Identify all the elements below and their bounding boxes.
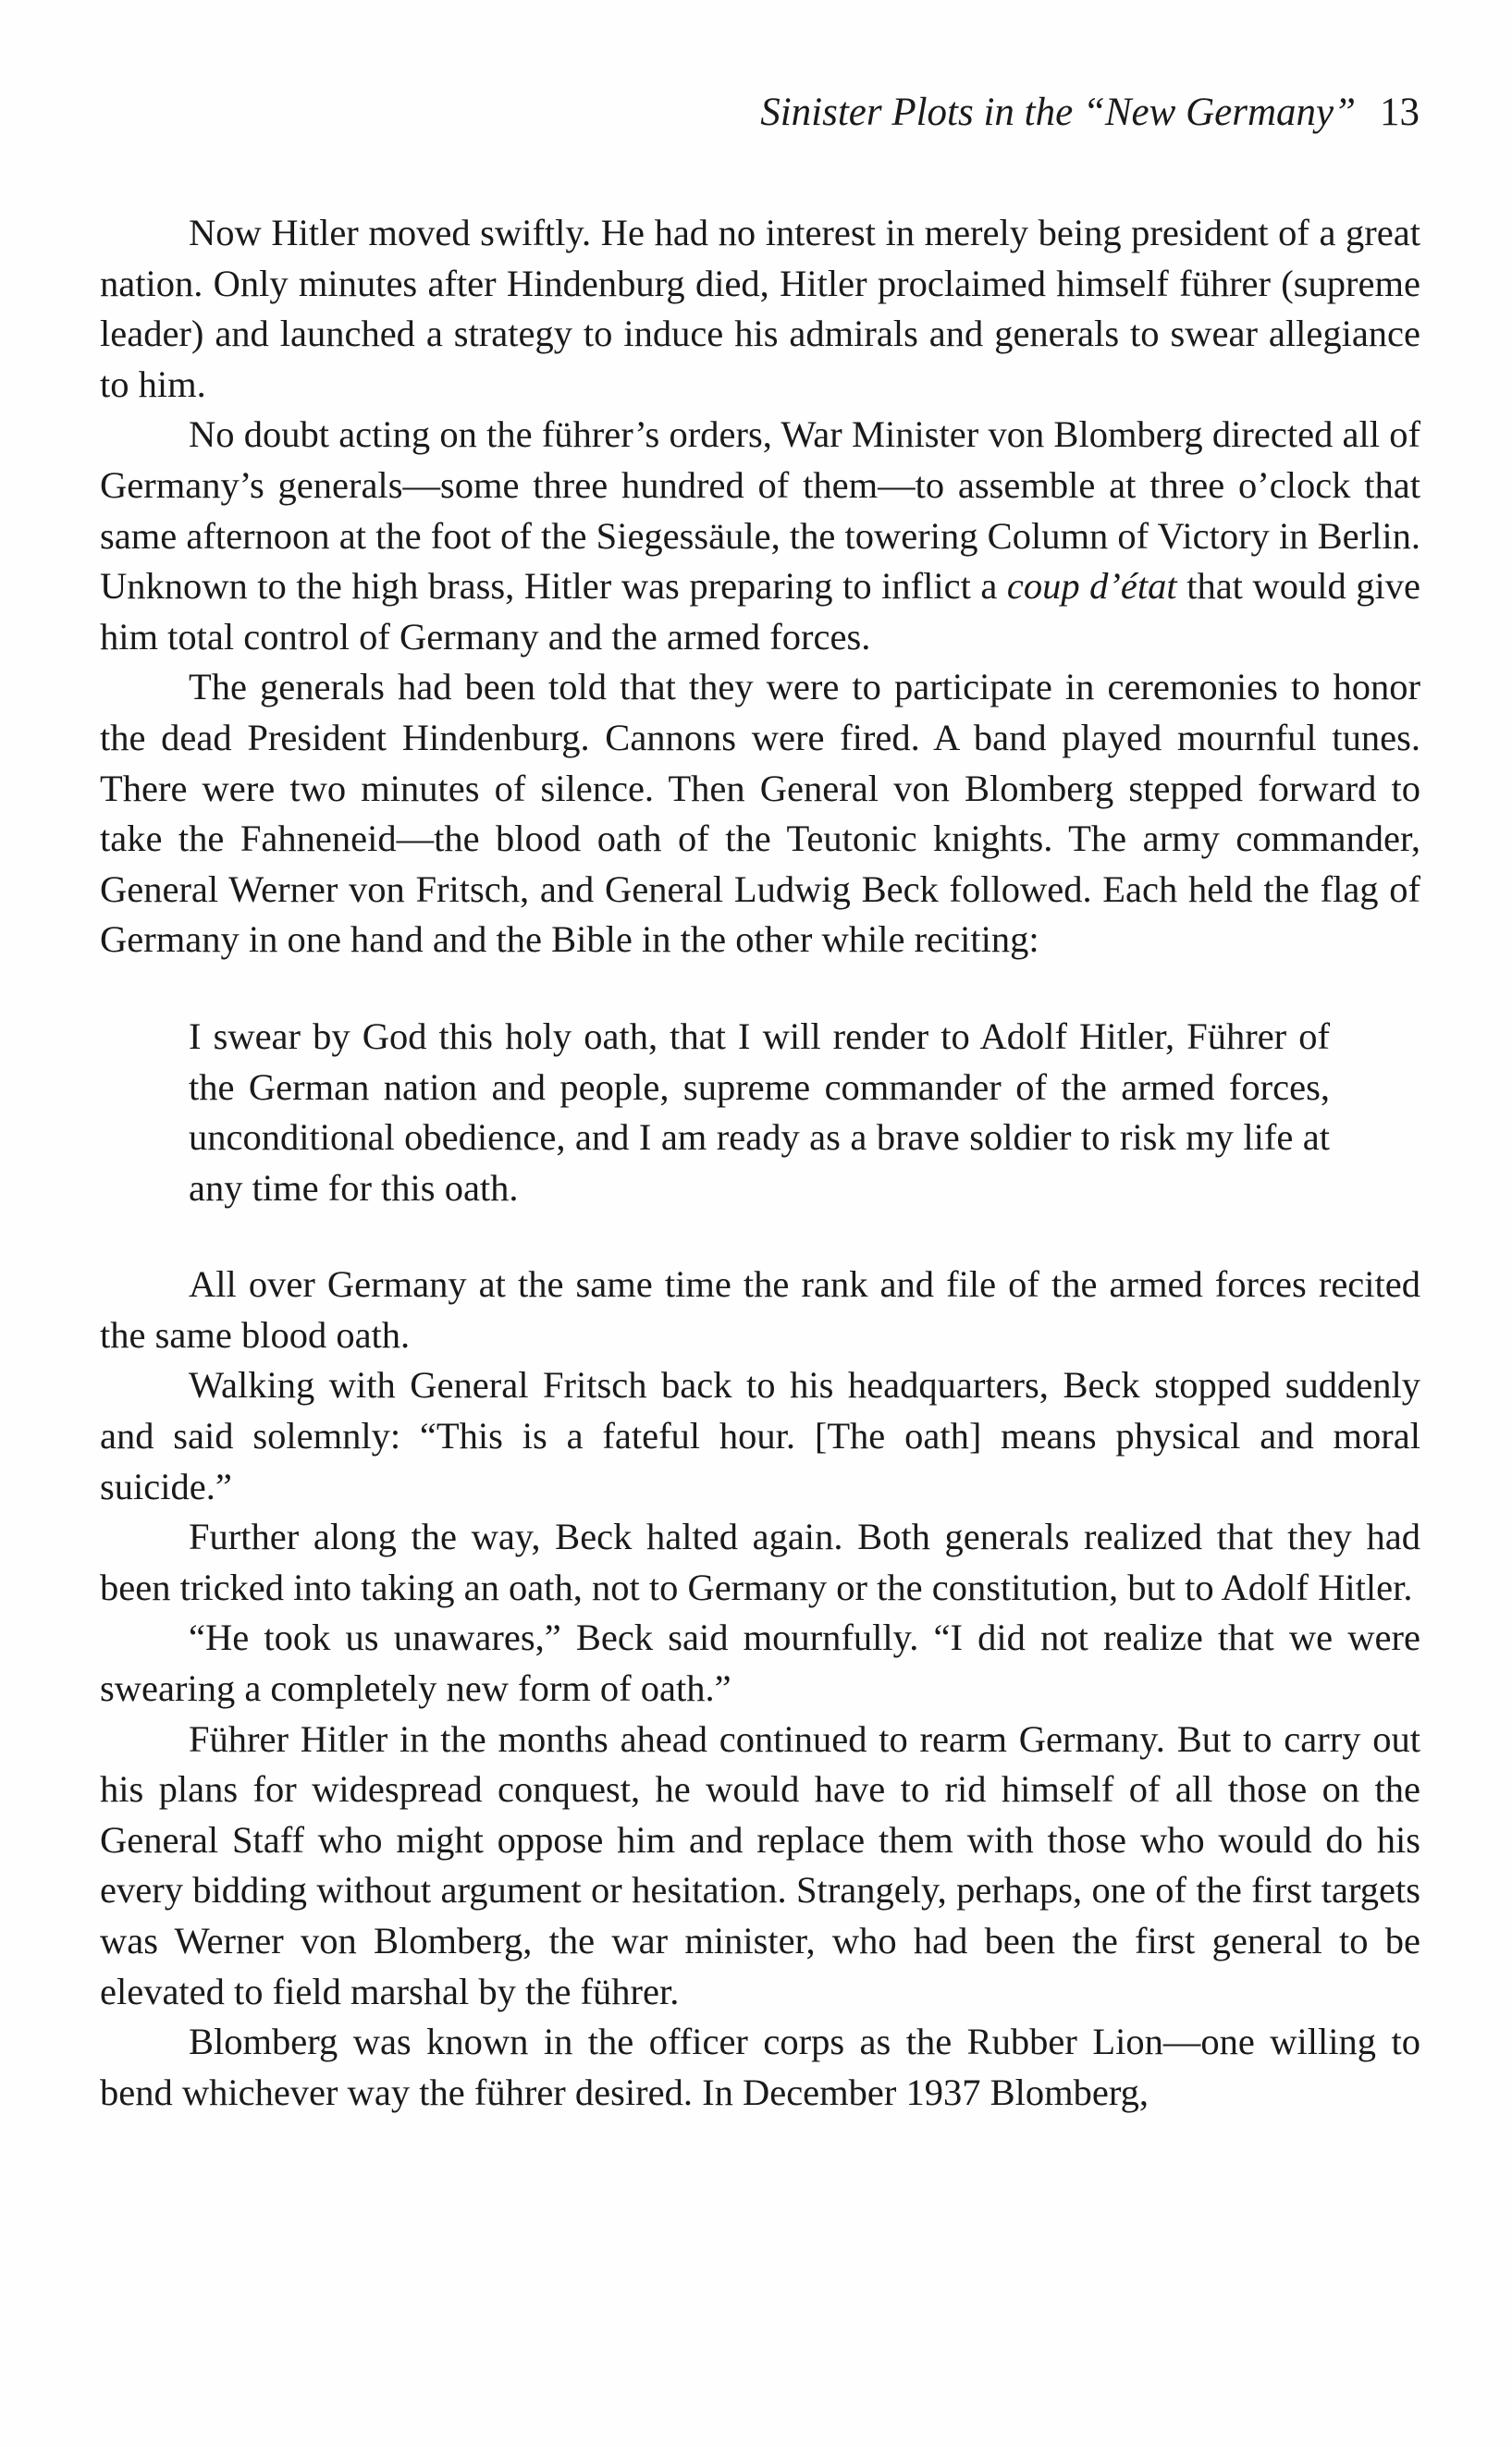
paragraph-3: The generals had been told that they were to participate in ceremonies to honor the dead President Hindenburg. Cannons were fired. A band played mournful tunes. There were two minutes of silence. Then General von Blomberg stepped forward to take the Fahneneid—the blood oath of the Teutonic knights. The army commander, General Werner von Fritsch, and General Ludwig Beck followed. Each held the flag of Germany in one hand and the Bible in the other while reciting: [100, 666, 1420, 961]
paragraph-7: “He took us unawares,” Beck said mournfully. “I did not realize that we were swearing a completely new form of oath.” [100, 1617, 1420, 1710]
paragraph-2 [100, 410, 1420, 662]
paragraph-2-italic: coup d’état [1006, 565, 1177, 608]
paragraph-2-text-b: that would give him total control of Germany and the armed forces. [100, 565, 1420, 658]
paragraph-5: Walking with General Fritsch back to his headquarters, Beck stopped suddenly and said solemnly: “This is a fateful hour. [The oath] means physical and moral suicide.” [100, 1364, 1420, 1507]
page-number: 13 [1380, 91, 1420, 134]
paragraph-2-text-a: No doubt acting on the führer’s orders, War Minister von Blomberg directed all of Germany’s generals—some three hundred of them—to assemble at three o’clock that same afternoon at the foot of the Siegessäule, the towering Column of Victory in Berlin. Unknown to the high brass, Hitler was preparing to inflict a [100, 413, 1420, 608]
paragraph-1: Now Hitler moved swiftly. He had no interest in merely being president of a great nation. Only minutes after Hindenburg died, Hitler proclaimed himself führer (supreme leader) and launched a strategy to induce his admirals and generals to swear allegiance to him. [100, 212, 1420, 405]
body-text [100, 208, 1420, 2118]
running-title: Sinister Plots in the “New Germany” [760, 91, 1356, 134]
paragraph-9: Blomberg was known in the officer corps as the Rubber Lion—one willing to bend whichever way the führer desired. In December 1937 Blomberg, [100, 2021, 1420, 2113]
running-head [760, 85, 1420, 141]
paragraph-6: Further along the way, Beck halted again. Both generals realized that they had been tricked into taking an oath, not to Germany or the constitution, but to Adolf Hitler. [100, 1516, 1420, 1608]
oath-quote: I swear by God this holy oath, that I will render to Adolf Hitler, Führer of the German nation and people, supreme commander of the armed forces, unconditional obedience, and I am ready as a brave soldier to risk my life at any time for this oath. [189, 1014, 1330, 1209]
paragraph-4: All over Germany at the same time the rank and file of the armed forces recited the same blood oath. [100, 1263, 1420, 1356]
paragraph-8: Führer Hitler in the months ahead continued to rearm Germany. But to carry out his plans for widespread conquest, he would have to rid himself of all those on the General Staff who might oppose him and replace them with those who would do his every bidding without argument or hesitation. Strangely, perhaps, one of the first targets was Werner von Blomberg, the war minister, who had been the first general to be elevated to field marshal by the führer. [100, 1717, 1420, 2012]
